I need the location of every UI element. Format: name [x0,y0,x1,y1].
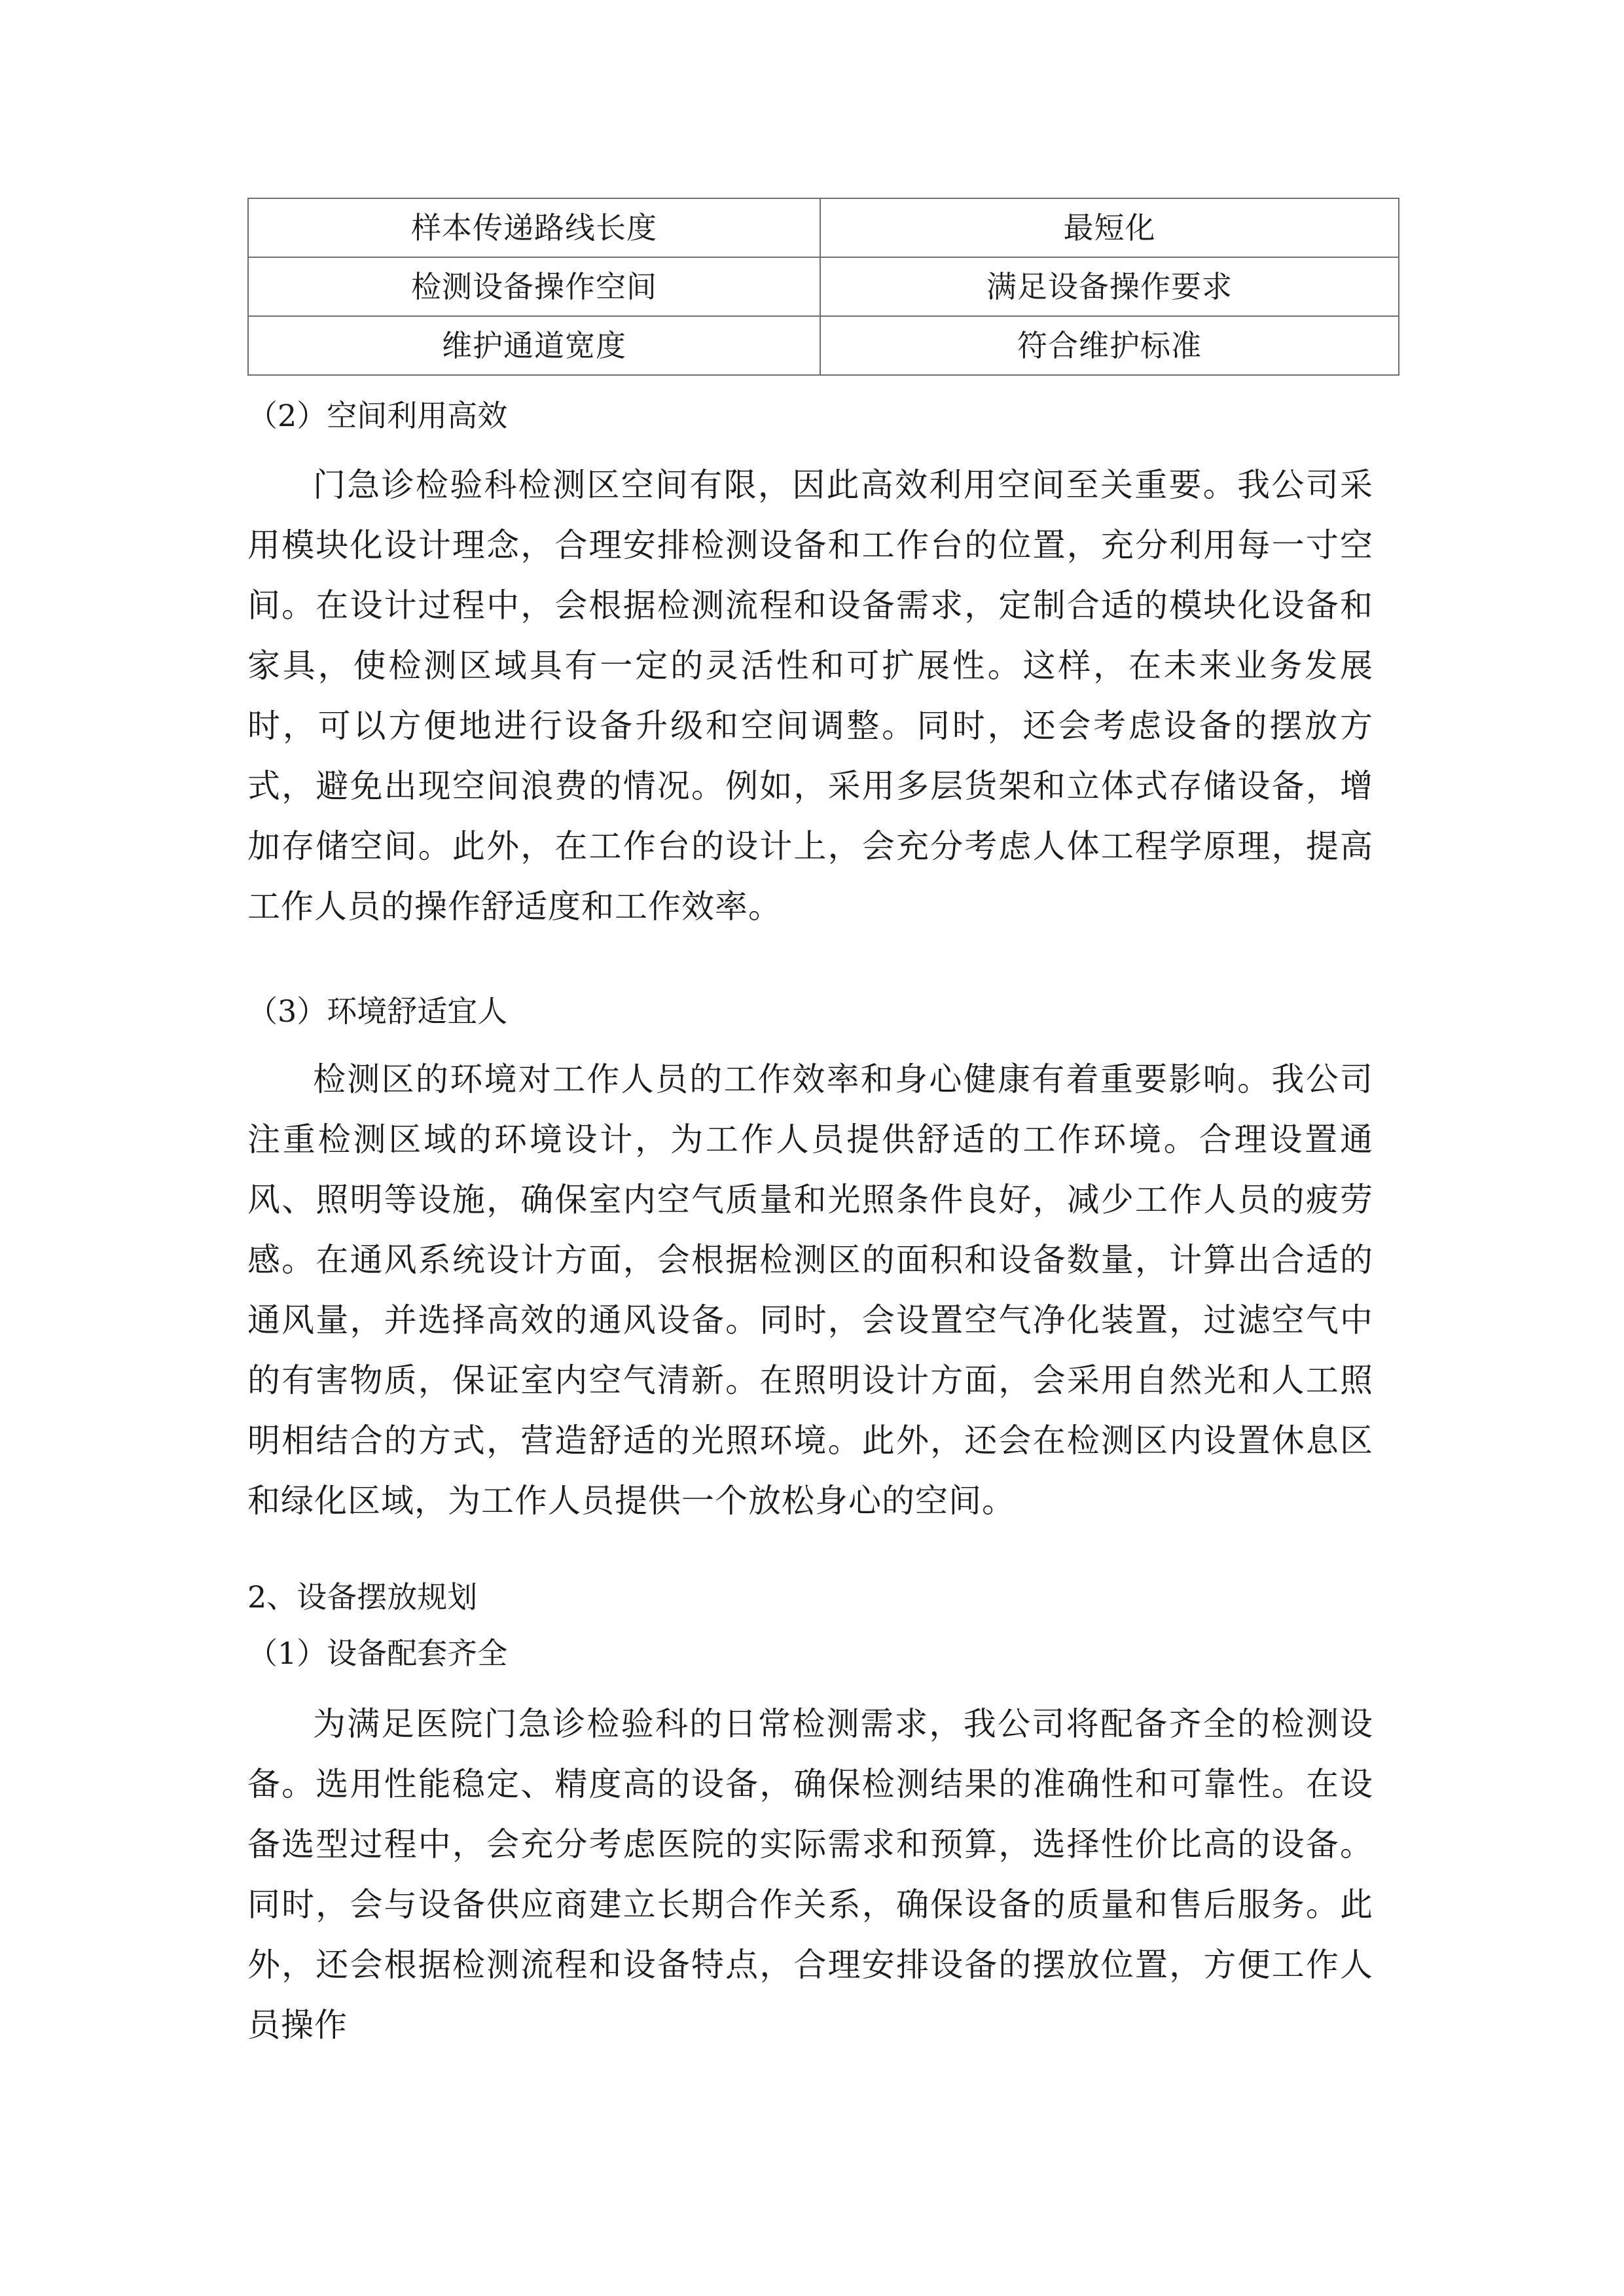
table-row [248,257,1399,316]
equipment-paragraph: 为满足医院门急诊检验科的日常检测需求，我公司将配备齐全的检测设备。选用性能稳定、精度高的设备，确保检测结果的准确性和可靠性。在设备选型过程中，会充分考虑医院的实际需求和预算，选择性价比高的设备。同时，会与设备供应商建立长期合作关系，确保设备的质量和售后服务。此外，还会根据检测流程和设备特点，合理安排设备的摆放位置，方便工作人员操作 [247,1705,1373,2044]
table-cell: 检测设备操作空间 [248,257,820,316]
environment-heading: （3）环境舒适宜人 [247,994,508,1029]
table-cell: 维护通道宽度 [248,316,820,375]
spec-table [247,198,1399,376]
environment-paragraph: 检测区的环境对工作人员的工作效率和身心健康有着重要影响。我公司注重检测区域的环境设计，为工作人员提供舒适的工作环境。合理设置通风、照明等设施，确保室内空气质量和光照条件良好，减少工作人员的疲劳感。在通风系统设计方面，会根据检测区的面积和设备数量，计算出合适的通风量，并选择高效的通风设备。同时，会设置空气净化装置，过滤空气中的有害物质，保证室内空气清新。在照明设计方面，会采用自然光和人工照明相结合的方式，营造舒适的光照环境。此外，还会在检测区内设置休息区和绿化区域，为工作人员提供一个放松身心的空间。 [247,1060,1373,1520]
space-paragraph: 门急诊检验科检测区空间有限，因此高效利用空间至关重要。我公司采用模块化设计理念，合理安排检测设备和工作台的位置，充分利用每一寸空间。在设计过程中，会根据检测流程和设备需求，定制合适的模块化设备和家具，使检测区域具有一定的灵活性和可扩展性。这样，在未来业务发展时，可以方便地进行设备升级和空间调整。同时，还会考虑设备的摆放方式，避免出现空间浪费的情况。例如，采用多层货架和立体式存储设备，增加存储空间。此外，在工作台的设计上，会充分考虑人体工程学原理，提高工作人员的操作舒适度和工作效率。 [247,466,1373,925]
table-row [248,198,1399,257]
table-row [248,316,1399,375]
table-cell: 满足设备操作要求 [820,257,1399,316]
equipment-section-heading: 2、设备摆放规划 [247,1579,478,1615]
table-cell: 符合维护标准 [820,316,1399,375]
table-cell: 最短化 [820,198,1399,257]
equipment-subheading: （1）设备配套齐全 [247,1636,508,1671]
space-heading: （2）空间利用高效 [247,398,508,433]
table-cell: 样本传递路线长度 [248,198,820,257]
